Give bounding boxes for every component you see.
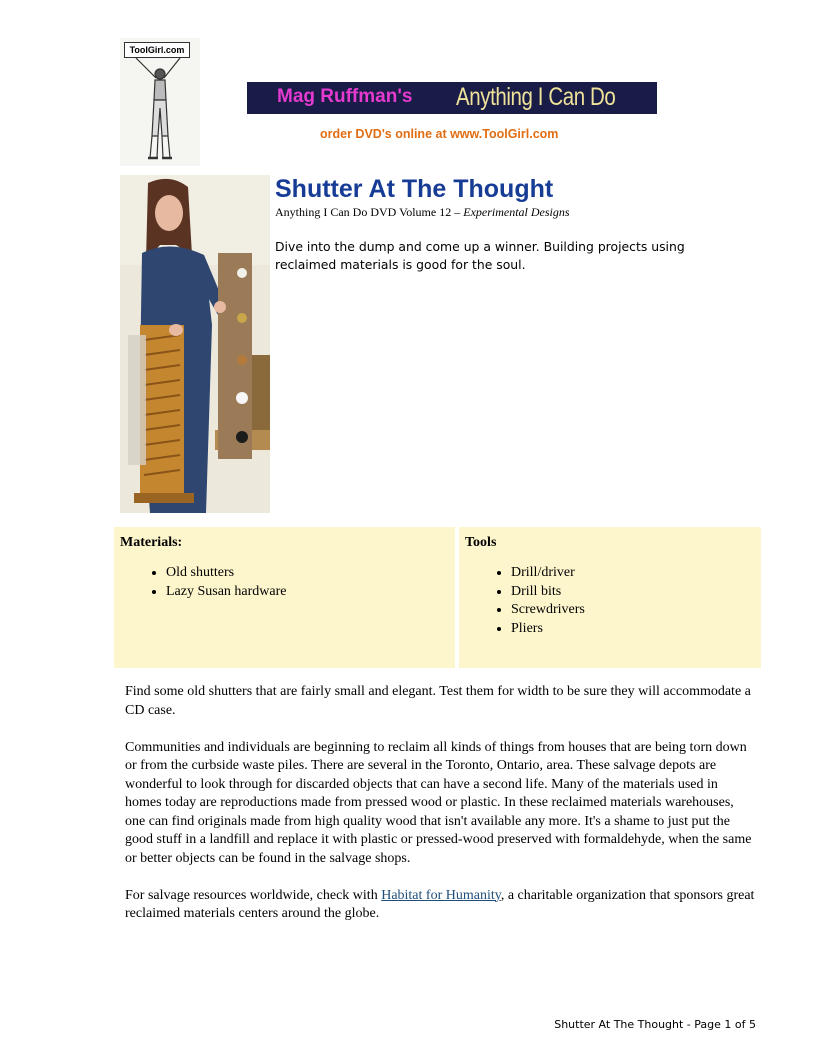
project-photo (120, 175, 270, 513)
page-footer: Shutter At The Thought - Page 1 of 5 (554, 1018, 756, 1031)
materials-list (142, 564, 287, 601)
intro-paragraph: Dive into the dump and come up a winner. Building projects using reclaimed materials is good for the soul. (275, 239, 685, 272)
subtitle-episode: Experimental Designs (463, 205, 570, 219)
tools-heading: Tools (465, 535, 497, 550)
habitat-for-humanity-link[interactable]: Habitat for Humanity (381, 887, 501, 903)
banner-host-name: Mag Ruffman's (277, 86, 413, 107)
article-body (125, 683, 755, 942)
list-item: • Screwdrivers (511, 601, 585, 620)
tools-panel (459, 527, 761, 668)
list-item: • Lazy Susan hardware (166, 583, 287, 602)
show-banner (247, 82, 657, 114)
p3-text-before: For salvage resources worldwide, check with (125, 887, 382, 903)
toolgirl-logo (120, 38, 200, 166)
page-title: Shutter At The Thought (275, 175, 554, 203)
body-paragraph-1: Find some old shutters that are fairly small and elegant. Test them for width to be sure they will accommodate a CD case. (125, 684, 751, 718)
materials-panel (114, 527, 455, 668)
body-paragraph-2: Communities and individuals are beginning to reclaim all kinds of things from houses that are being torn down or from the curbside waste piles. There are several in the Toronto, Ontario, area. These salvage depots are wonderful to look through for discarded objects that can have a second life. Many of the materials used in homes today are reproductions made from pressed wood or plastic. In these reclaimed materials warehouses, one can find originals made from high quality wood that isn't available any more. It's a shame to just put the good stuff in a landfill and replace it with plastic or pressed-wood preserved with formaldehyde, when the same or better objects can be found in the salvage shops. (125, 739, 752, 866)
banner-show-name: Anything I Can Do (456, 83, 616, 111)
page-subtitle (275, 205, 570, 220)
list-item: • Drill/driver (511, 564, 585, 583)
p3-text-after: , a charitable organization that sponsors great reclaimed materials centers around the globe. (125, 887, 755, 921)
tools-list (487, 564, 585, 638)
order-dvd-line: order DVD's online at www.ToolGirl.com (320, 127, 559, 141)
woman-with-shutter-cd-rack-image (120, 175, 270, 513)
toolgirl-figure-illustration (120, 38, 200, 166)
materials-heading: Materials: (120, 535, 183, 550)
body-paragraph-3 (125, 887, 755, 924)
list-item: • Drill bits (511, 583, 585, 602)
list-item: • Old shutters (166, 564, 287, 583)
list-item: • Pliers (511, 620, 585, 639)
logo-text: ToolGirl.com (124, 42, 190, 58)
subtitle-prefix: Anything I Can Do DVD Volume 12 – (275, 205, 464, 219)
